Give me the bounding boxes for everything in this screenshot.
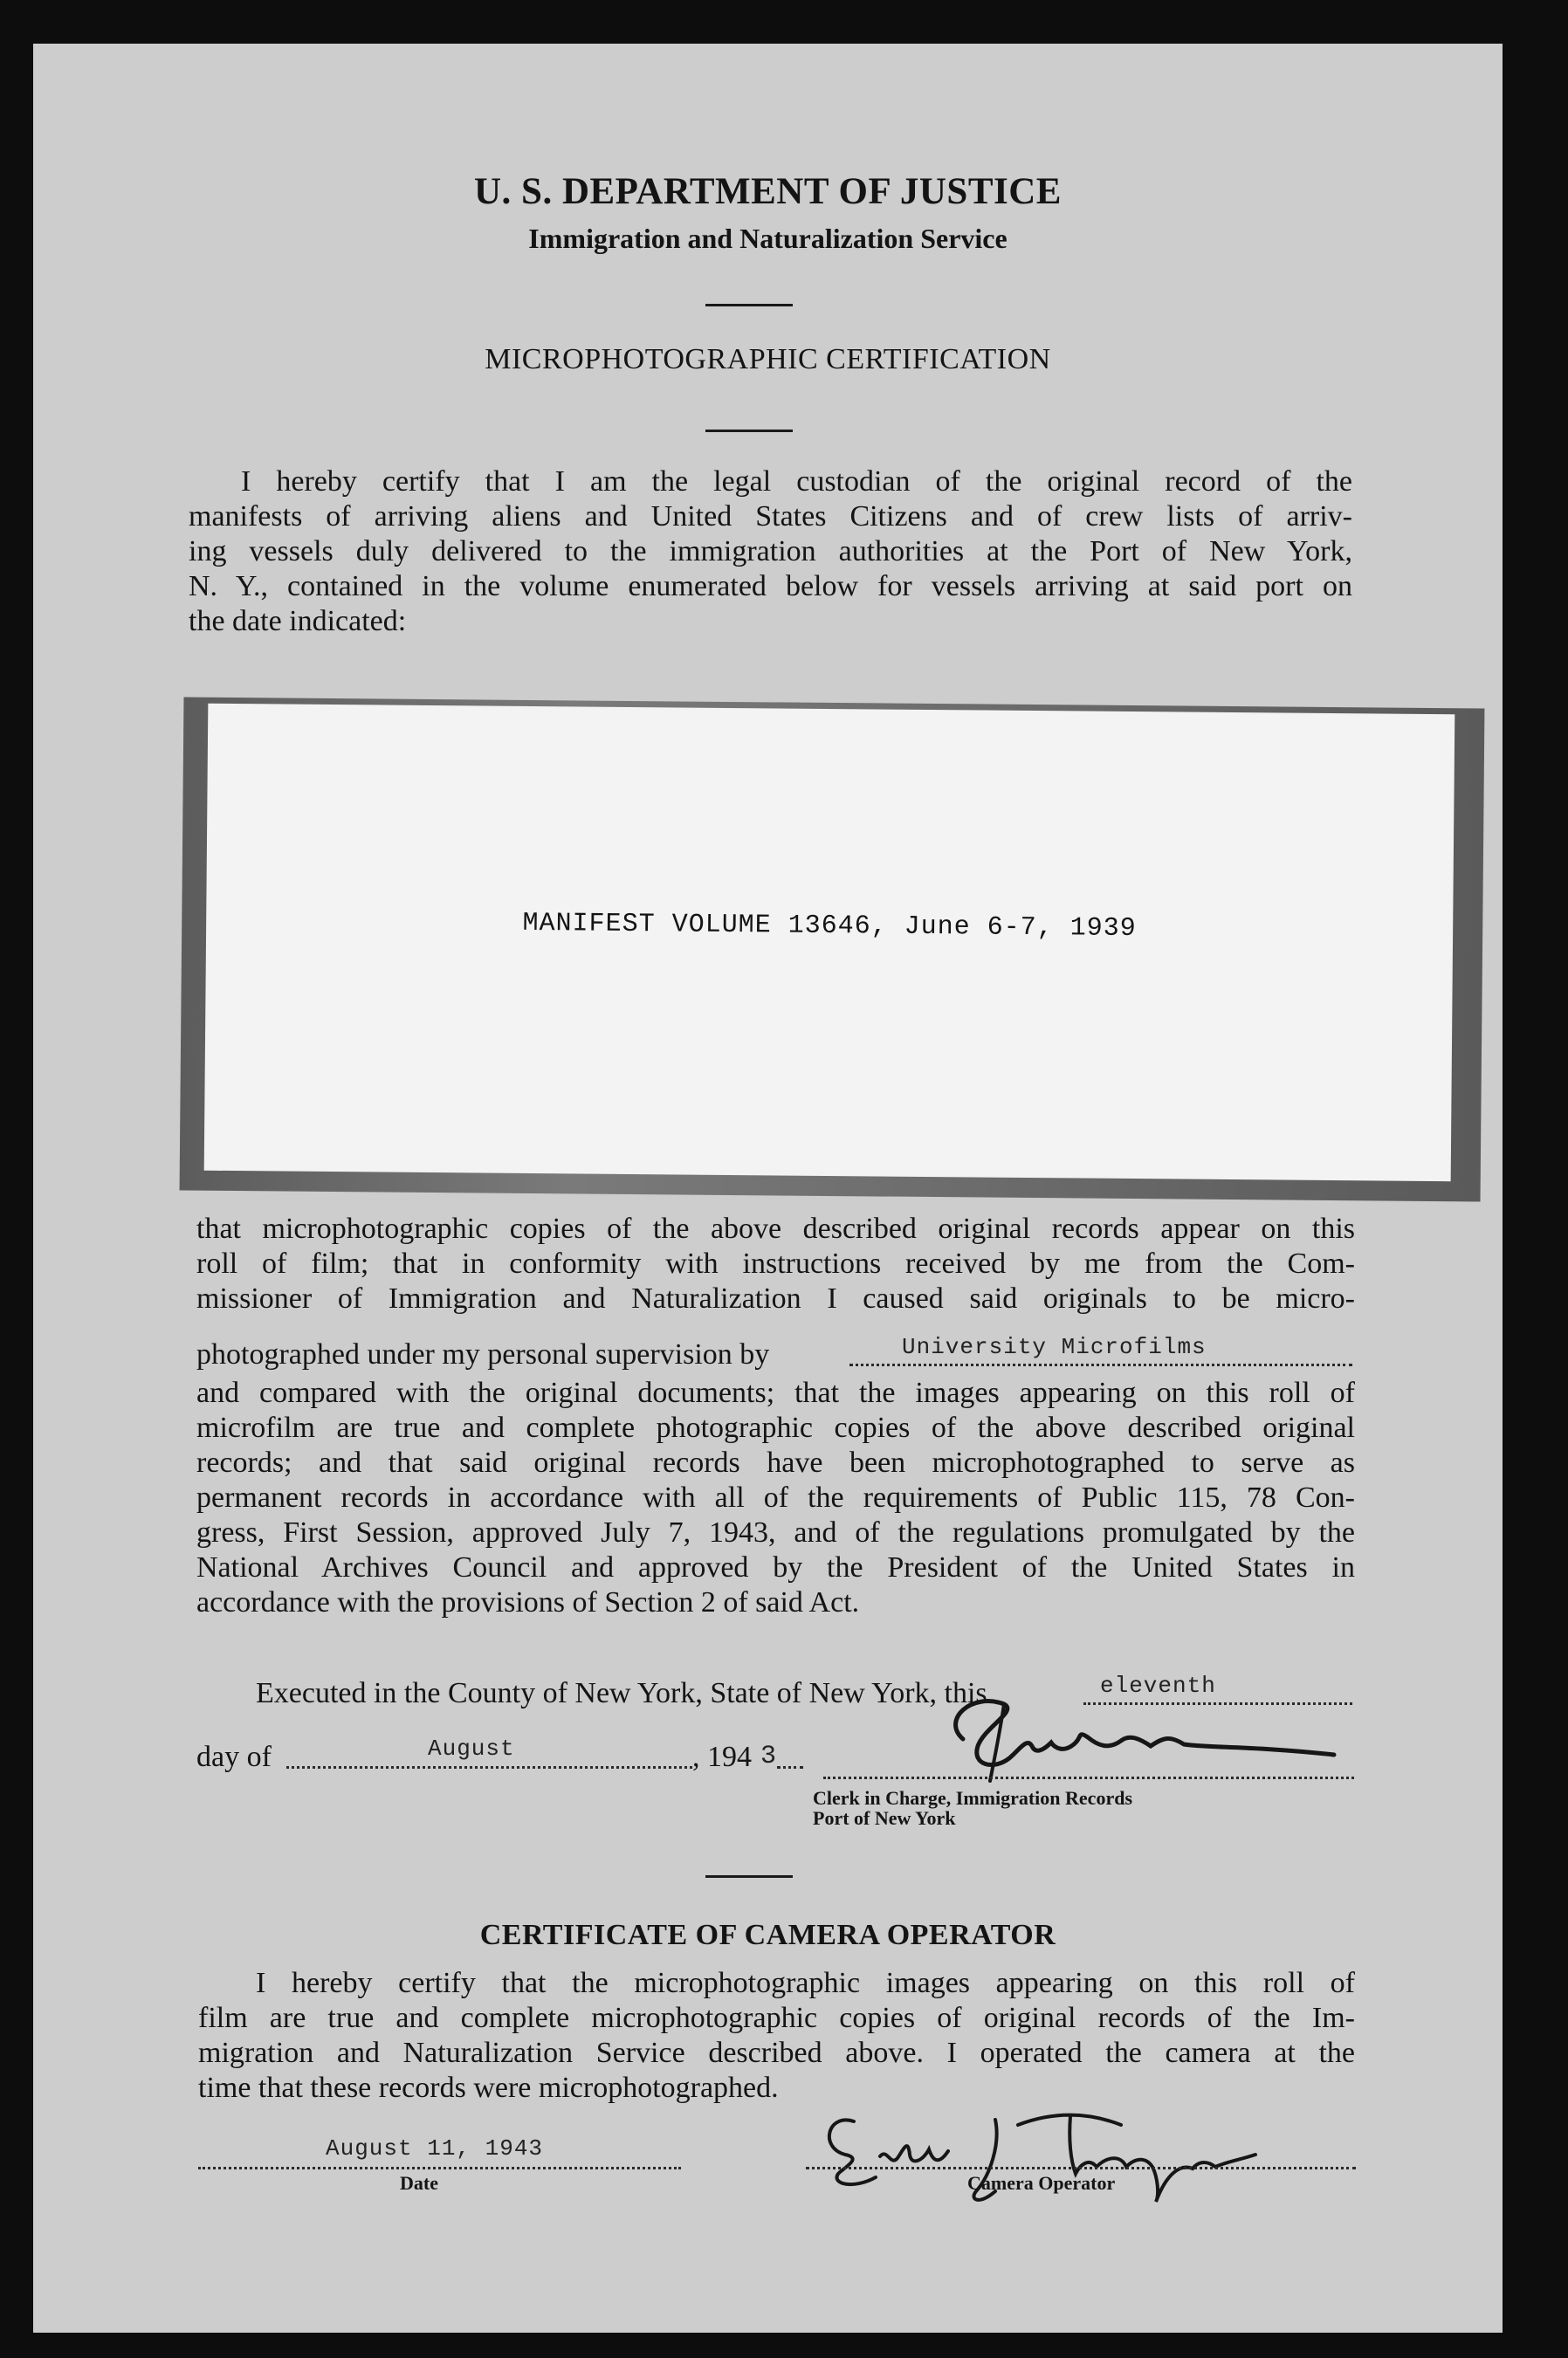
month-value: August <box>428 1736 515 1762</box>
camera-certificate-title: CERTIFICATE OF CAMERA OPERATOR <box>479 1919 1056 1951</box>
clerk-port: Port of New York <box>813 1807 956 1829</box>
paragraph-line: the date indicated: <box>189 605 407 637</box>
paragraph-line: ing vessels duly delivered to the immigration authorities at the Port of New York, <box>189 535 1352 567</box>
body-paragraph-continued <box>196 1376 1355 1620</box>
year-prefix: , 194 <box>692 1741 752 1773</box>
supervision-prefix: photographed under my personal supervision by <box>196 1338 770 1371</box>
executed-text: Executed in the County of New York, State of New York, this <box>256 1677 987 1709</box>
agency-heading: U. S. DEPARTMENT OF JUSTICE <box>473 171 1062 212</box>
paragraph-line: I hereby certify that the microphotographic images appearing on this roll of <box>256 1967 1355 1999</box>
paragraph-line: time that these records were microphotographed. <box>198 2072 779 2104</box>
divider <box>705 430 793 432</box>
paragraph-line: migration and Naturalization Service described above. I operated the camera at the <box>198 2037 1355 2069</box>
paragraph-line: manifests of arriving aliens and United States Citizens and of crew lists of arriv- <box>189 500 1352 533</box>
manifest-card <box>204 704 1455 1181</box>
paragraph-line: National Archives Council and approved by the President of the United States in <box>196 1551 1355 1584</box>
supervision-fill-line <box>849 1364 1352 1366</box>
executed-day: eleventh <box>1100 1673 1216 1699</box>
manifest-label: MANIFEST VOLUME 13646, June 6-7, 1939 <box>522 908 1137 945</box>
supervision-by: University Microfilms <box>902 1334 1207 1360</box>
paragraph-line: I hereby certify that I am the legal custodian of the original record of the <box>241 465 1352 498</box>
paragraph-line: microfilm are true and complete photographic copies of the above described original <box>196 1412 1355 1444</box>
divider <box>705 304 793 306</box>
date-label: Date <box>400 2172 438 2194</box>
body-paragraph <box>196 1212 1355 1316</box>
paragraph-line: film are true and complete microphotographic copies of original records of the Im- <box>198 2002 1355 2034</box>
paragraph-line: that microphotographic copies of the above described original records appear on this <box>196 1213 1355 1245</box>
paragraph-line: and compared with the original documents; that the images appearing on this roll of <box>196 1377 1355 1409</box>
camera-operator-label: Camera Operator <box>967 2172 1116 2194</box>
day-of-label: day of <box>196 1741 272 1773</box>
service-subheading: Immigration and Naturalization Service <box>528 223 1008 254</box>
paragraph-line: accordance with the provisions of Section 2 of said Act. <box>196 1586 860 1619</box>
intro-paragraph <box>189 464 1352 639</box>
certification-title: MICROPHOTOGRAPHIC CERTIFICATION <box>485 343 1051 375</box>
divider <box>705 1875 793 1878</box>
camera-date: August 11, 1943 <box>326 2135 544 2162</box>
camera-paragraph <box>198 1966 1355 2106</box>
clerk-signature-line <box>823 1777 1354 1779</box>
paragraph-line: records; and that said original records have been microphotographed to serve as <box>196 1447 1355 1479</box>
paragraph-line: gress, First Session, approved July 7, 1943, and of the regulations promulgated by the <box>196 1516 1355 1549</box>
month-fill-line <box>286 1766 692 1769</box>
operator-signature-line <box>806 2167 1356 2169</box>
year-digit: 3 <box>760 1742 778 1771</box>
paragraph-line: missioner of Immigration and Naturalization I caused said originals to be micro- <box>196 1282 1355 1315</box>
paragraph-line: permanent records in accordance with all of the requirements of Public 115, 78 Con- <box>196 1481 1355 1514</box>
paragraph-line: N. Y., contained in the volume enumerated below for vessels arriving at said port on <box>189 570 1352 602</box>
clerk-signature <box>924 1685 1360 1790</box>
clerk-title: Clerk in Charge, Immigration Records <box>813 1787 1133 1809</box>
paragraph-line: roll of film; that in conformity with instructions received by me from the Com- <box>196 1248 1355 1280</box>
date-fill-line <box>198 2167 681 2169</box>
document-page <box>33 44 1503 2333</box>
year-fill-line <box>777 1766 803 1769</box>
